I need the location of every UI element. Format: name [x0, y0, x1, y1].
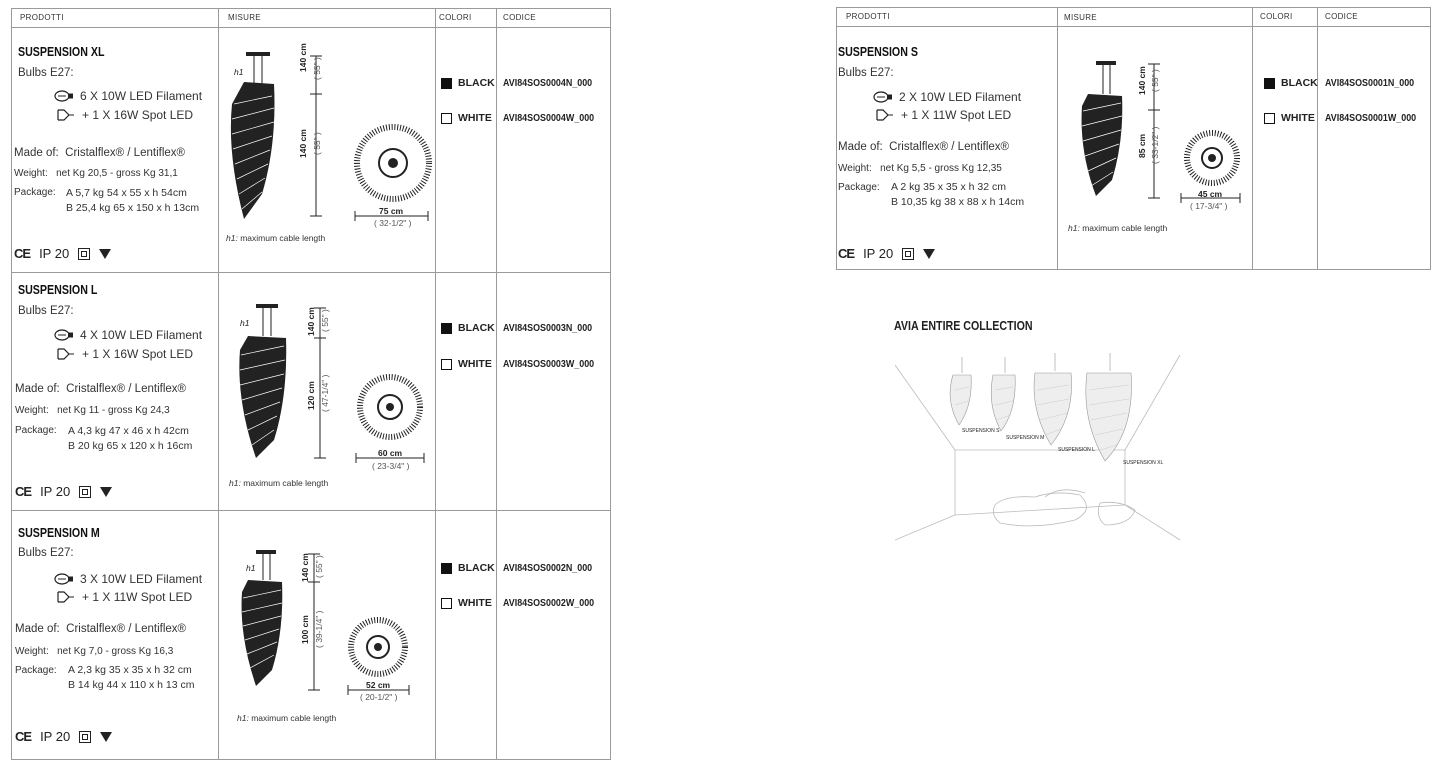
- bulbs-label: Bulbs E27:: [18, 547, 74, 559]
- color-black-s: [1264, 77, 1318, 89]
- product-name-m: SUSPENSION M: [18, 525, 100, 540]
- ip-rating: IP 20: [863, 246, 894, 261]
- bulbs-label: Bulbs E27:: [18, 305, 74, 317]
- color-black-xl: [441, 77, 495, 89]
- made-of-value: Cristalflex® / Lentiflex®: [65, 147, 185, 159]
- left-header-divider: [11, 27, 611, 28]
- black-swatch-icon: [441, 563, 452, 574]
- spot-led-icon: [56, 591, 76, 603]
- dim-main-m: [300, 615, 310, 644]
- dim-main-s: [1137, 134, 1147, 158]
- weight-value: net Kg 11 - gross Kg 24,3: [57, 405, 170, 416]
- ip-rating: IP 20: [39, 246, 70, 261]
- bulb-line-1: [54, 89, 202, 103]
- package-label: Package:: [15, 425, 57, 436]
- white-swatch-icon: [441, 598, 452, 609]
- caption-h1: h1:: [229, 478, 241, 488]
- color-label: WHITE: [458, 358, 492, 370]
- made-of-value: Cristalflex® / Lentiflex®: [889, 141, 1009, 153]
- color-label: WHITE: [1281, 112, 1315, 124]
- dim-top-l: [306, 307, 316, 336]
- header-misure: MISURE: [228, 13, 261, 22]
- package-b: B 14 kg 44 x 110 x h 13 cm: [68, 679, 195, 691]
- bulb-line-2: [56, 347, 193, 361]
- collection-label-l: SUSPENSION L: [1058, 447, 1095, 453]
- color-label: BLACK: [1281, 77, 1318, 89]
- double-insulation-icon: [902, 248, 914, 260]
- dim-top-m: [300, 553, 310, 582]
- color-white-xl: [441, 112, 492, 124]
- right-col-divider-1: [1057, 7, 1058, 270]
- bulb-line-2: [56, 108, 193, 122]
- certifications: [14, 246, 111, 261]
- left-col-divider-3: [496, 8, 497, 760]
- bulb-spec-2: + 1 X 11W Spot LED: [901, 108, 1012, 122]
- color-label: BLACK: [458, 77, 495, 89]
- h1-label: h1: [246, 563, 256, 573]
- header-colori: COLORI: [439, 13, 472, 22]
- bulb-line-1: [873, 90, 1021, 104]
- caption-text: maximum cable length: [240, 233, 326, 243]
- header-prodotti: PRODOTTI: [20, 13, 64, 22]
- product-name-xl: SUSPENSION XL: [18, 44, 105, 59]
- package-b: B 10,35 kg 38 x 88 x h 14cm: [891, 196, 1025, 208]
- dim-main-l: [306, 381, 316, 410]
- weight-row: [838, 163, 1002, 174]
- caption-h1: h1:: [237, 713, 249, 723]
- diameter-in-m: ( 20-1/2" ): [360, 692, 398, 702]
- bulb-line-1: [54, 572, 202, 586]
- made-of-row: [15, 623, 186, 635]
- certifications: [15, 729, 112, 744]
- dim-top-value: 140 cm: [300, 553, 310, 582]
- package-a: A 2,3 kg 35 x 35 x h 32 cm: [68, 664, 192, 676]
- white-swatch-icon: [441, 113, 452, 124]
- collection-label-s: SUSPENSION S: [962, 428, 1000, 434]
- package-label: Package:: [838, 182, 880, 193]
- left-col-divider-2: [435, 8, 436, 760]
- color-black-m: [441, 562, 495, 574]
- made-of-row: [14, 147, 185, 159]
- diameter-in-xl: ( 32-1/2" ): [374, 218, 412, 228]
- dim-main-in-xl: ( 55" ): [312, 132, 322, 155]
- weight-value: net Kg 7,0 - gross Kg 16,3: [57, 646, 174, 657]
- left-col-divider-1: [218, 8, 219, 760]
- code-black-l: AVI84SOS0003N_000: [503, 322, 593, 334]
- code-black-xl: AVI84SOS0004N_000: [503, 77, 593, 89]
- bulbs-label: Bulbs E27:: [18, 67, 74, 79]
- color-black-l: [441, 322, 495, 334]
- product-name-l: SUSPENSION L: [18, 282, 98, 297]
- weight-value: net Kg 20,5 - gross Kg 31,1: [56, 168, 178, 179]
- header-colori: COLORI: [1260, 12, 1293, 21]
- color-label: BLACK: [458, 322, 495, 334]
- black-swatch-icon: [441, 323, 452, 334]
- package-b: B 20 kg 65 x 120 x h 16cm: [68, 440, 193, 452]
- header-misure: MISURE: [1064, 13, 1097, 22]
- dim-main-value: 100 cm: [300, 615, 310, 644]
- dim-top-s: [1137, 66, 1147, 95]
- dim-top-in-xl: ( 55" ): [312, 57, 322, 80]
- right-col-divider-2: [1252, 7, 1253, 270]
- made-of-value: Cristalflex® / Lentiflex®: [66, 383, 186, 395]
- caption-text: maximum cable length: [243, 478, 329, 488]
- code-white-xl: AVI84SOS0004W_000: [503, 112, 595, 124]
- dim-main-value: 140 cm: [298, 129, 308, 158]
- double-insulation-icon: [78, 248, 90, 260]
- header-codice: CODICE: [1325, 12, 1358, 21]
- ce-mark-icon: CE: [15, 484, 32, 499]
- made-of-row: [15, 383, 186, 395]
- dim-top-xl: [298, 43, 308, 72]
- collection-room-illustration: [895, 345, 1185, 545]
- triangle-icon: [100, 732, 112, 742]
- package-a: A 5,7 kg 54 x 55 x h 54cm: [66, 187, 187, 199]
- black-swatch-icon: [1264, 78, 1275, 89]
- dim-top-value: 140 cm: [298, 43, 308, 72]
- diameter-l: 60 cm: [378, 448, 403, 458]
- h1-label: h1: [240, 318, 250, 328]
- caption-h1: h1:: [1068, 223, 1080, 233]
- package-label: Package:: [14, 187, 56, 198]
- bulb-spec-1: 2 X 10W LED Filament: [899, 90, 1022, 104]
- white-swatch-icon: [441, 359, 452, 370]
- product-name-s: SUSPENSION S: [838, 44, 918, 59]
- weight-label: Weight:: [15, 405, 49, 416]
- spot-led-icon: [56, 348, 76, 360]
- bulb-line-1: [54, 328, 202, 342]
- package-a: A 4,3 kg 47 x 46 x h 42cm: [68, 425, 189, 437]
- right-col-divider-3: [1317, 7, 1318, 270]
- caption-text: maximum cable length: [251, 713, 337, 723]
- row-divider-l-m: [11, 510, 611, 511]
- bulb-spec-1: 3 X 10W LED Filament: [80, 572, 203, 586]
- dim-main-value: 120 cm: [306, 381, 316, 410]
- made-of-label: Made of:: [15, 623, 60, 635]
- diameter-m: 52 cm: [366, 680, 391, 690]
- double-insulation-icon: [79, 731, 91, 743]
- dim-top-in-m: ( 55" ): [314, 555, 324, 578]
- package-b: B 25,4 kg 65 x 150 x h 13cm: [66, 202, 200, 214]
- ce-mark-icon: CE: [838, 246, 855, 261]
- filament-bulb-icon: [54, 90, 74, 102]
- color-white-l: [441, 358, 492, 370]
- code-white-m: AVI84SOS0002W_000: [503, 597, 595, 609]
- caption-h1: h1:: [226, 233, 238, 243]
- caption-xl: [226, 233, 325, 243]
- h1-label: h1: [234, 67, 244, 77]
- collection-label-m: SUSPENSION M: [1006, 435, 1045, 441]
- diameter-in-s: ( 17-3/4" ): [1190, 201, 1228, 211]
- spot-led-icon: [56, 109, 76, 121]
- weight-label: Weight:: [14, 168, 48, 179]
- weight-row: [14, 168, 178, 179]
- dim-main-in-m: ( 39-1/4" ): [314, 610, 324, 648]
- spot-led-icon: [875, 109, 895, 121]
- color-label: WHITE: [458, 112, 492, 124]
- triangle-icon: [99, 249, 111, 259]
- package-a: A 2 kg 35 x 35 x h 32 cm: [891, 181, 1006, 193]
- weight-value: net Kg 5,5 - gross Kg 12,35: [880, 163, 1002, 174]
- lamp-drawing-xl: [222, 44, 432, 229]
- double-insulation-icon: [79, 486, 91, 498]
- bulb-line-2: [56, 590, 192, 604]
- collection-label-xl: SUSPENSION XL: [1123, 460, 1164, 466]
- caption-s: [1068, 223, 1167, 233]
- header-codice: CODICE: [503, 13, 536, 22]
- filament-bulb-icon: [54, 573, 74, 585]
- dim-main-value: 85 cm: [1137, 133, 1147, 158]
- weight-label: Weight:: [15, 646, 49, 657]
- diameter-in-l: ( 23-3/4" ): [372, 461, 410, 471]
- code-black-s: AVI84SOS0001N_000: [1325, 77, 1415, 89]
- code-white-l: AVI84SOS0003W_000: [503, 358, 595, 370]
- ce-mark-icon: CE: [15, 729, 32, 744]
- dim-main-xl: [298, 129, 308, 158]
- color-label: BLACK: [458, 562, 495, 574]
- code-black-m: AVI84SOS0002N_000: [503, 562, 593, 574]
- made-of-value: Cristalflex® / Lentiflex®: [66, 623, 186, 635]
- certifications: [15, 484, 112, 499]
- weight-row: [15, 405, 170, 416]
- ip-rating: IP 20: [40, 729, 71, 744]
- dim-top-value: 140 cm: [1137, 66, 1147, 95]
- package-label: Package:: [15, 665, 57, 676]
- filament-bulb-icon: [873, 91, 893, 103]
- ip-rating: IP 20: [40, 484, 71, 499]
- caption-m: [237, 713, 336, 723]
- dim-top-value: 140 cm: [306, 307, 316, 336]
- ce-mark-icon: CE: [14, 246, 31, 261]
- collection-title: AVIA ENTIRE COLLECTION: [894, 318, 1033, 333]
- triangle-icon: [923, 249, 935, 259]
- bulb-spec-2: + 1 X 11W Spot LED: [82, 590, 193, 604]
- color-white-m: [441, 597, 492, 609]
- dim-main-in-l: ( 47-1/4" ): [320, 374, 330, 412]
- bulb-spec-2: + 1 X 16W Spot LED: [82, 108, 194, 122]
- dim-top-in-s: ( 55" ): [1150, 69, 1160, 92]
- dim-main-in-s: ( 33-1/2" ): [1150, 126, 1160, 164]
- dim-top-in-l: ( 55" ): [320, 309, 330, 332]
- color-white-s: [1264, 112, 1315, 124]
- weight-row: [15, 646, 173, 657]
- made-of-label: Made of:: [15, 383, 60, 395]
- diameter-s: 45 cm: [1198, 189, 1223, 199]
- bulb-spec-1: 6 X 10W LED Filament: [80, 89, 203, 103]
- row-divider-xl-l: [11, 272, 611, 273]
- certifications: [838, 246, 935, 261]
- color-label: WHITE: [458, 597, 492, 609]
- weight-label: Weight:: [838, 163, 872, 174]
- header-prodotti: PRODOTTI: [846, 12, 890, 21]
- black-swatch-icon: [441, 78, 452, 89]
- right-header-divider: [836, 26, 1431, 27]
- code-white-s: AVI84SOS0001W_000: [1325, 112, 1417, 124]
- caption-l: [229, 478, 328, 488]
- caption-text: maximum cable length: [1082, 223, 1168, 233]
- bulbs-label: Bulbs E27:: [838, 67, 894, 79]
- made-of-label: Made of:: [14, 147, 59, 159]
- bulb-line-2: [875, 108, 1011, 122]
- bulb-spec-2: + 1 X 16W Spot LED: [82, 347, 194, 361]
- bulb-spec-1: 4 X 10W LED Filament: [80, 328, 203, 342]
- diameter-xl: 75 cm: [379, 206, 404, 216]
- white-swatch-icon: [1264, 113, 1275, 124]
- triangle-icon: [100, 487, 112, 497]
- made-of-row: [838, 141, 1009, 153]
- made-of-label: Made of:: [838, 141, 883, 153]
- filament-bulb-icon: [54, 329, 74, 341]
